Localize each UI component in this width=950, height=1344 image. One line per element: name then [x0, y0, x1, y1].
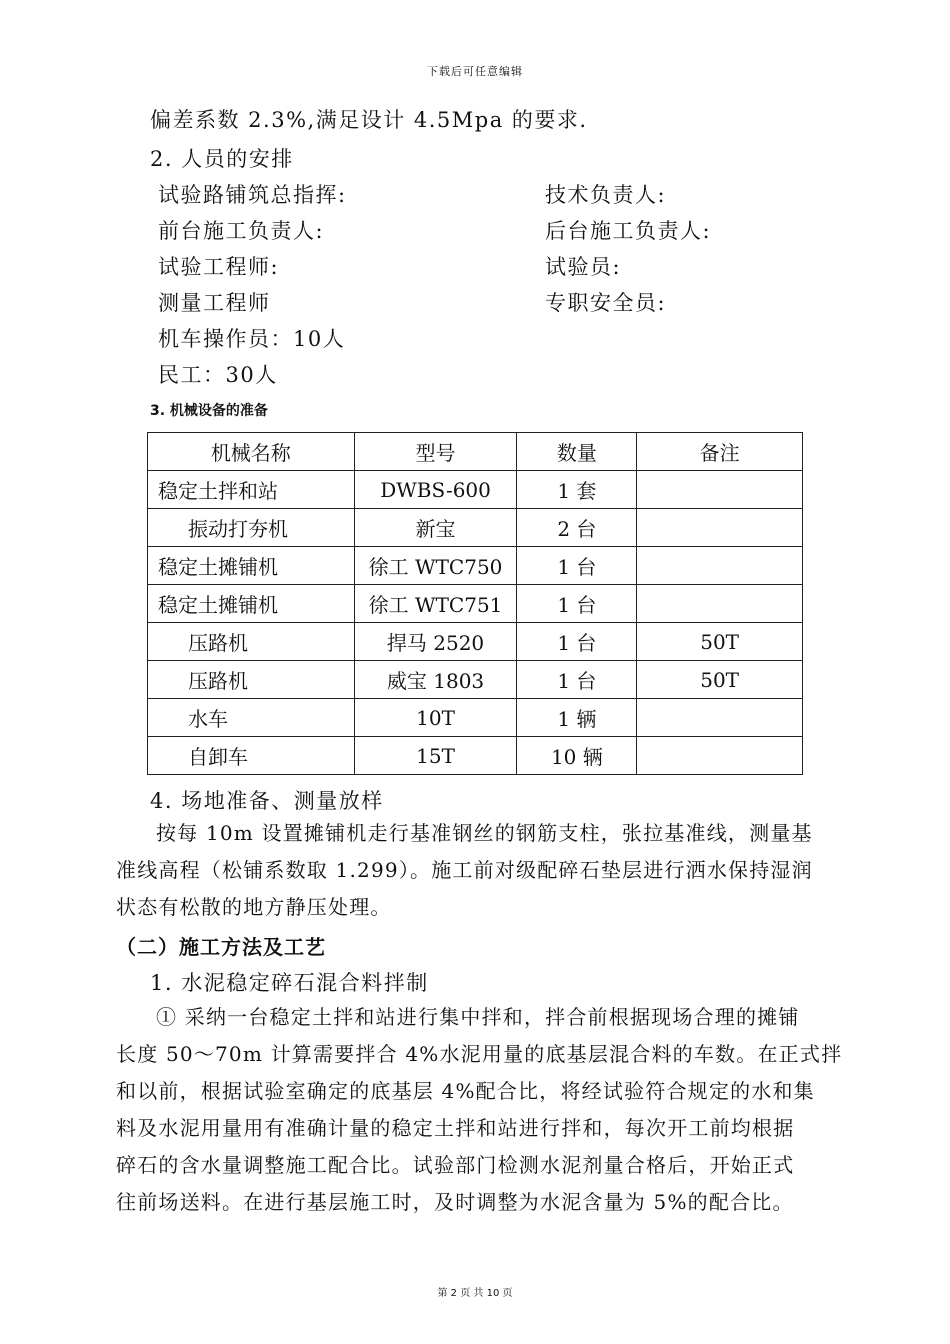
cell-model: 徐工 WTC750 [354, 547, 517, 585]
cell-remark [637, 699, 803, 737]
header-machine-name: 机械名称 [148, 433, 355, 471]
paragraph-line: 状态有松散的地方静压处理。 [116, 895, 392, 919]
paragraph-line: 碎石的含水量调整施工配合比。试验部门检测水泥剂量合格后，开始正式 [116, 1153, 795, 1177]
cell-model: 威宝 1803 [354, 661, 517, 699]
cell-quantity: 10 辆 [517, 737, 637, 775]
method-title: （二）施工方法及工艺 [116, 935, 326, 959]
table-row [148, 509, 803, 547]
personnel-left-3: 测量工程师 [158, 291, 271, 315]
personnel-left-0: 试验路铺筑总指挥: [158, 183, 347, 207]
cell-remark: 50T [637, 661, 803, 699]
page-footer: 第 2 页 共 10 页 [437, 1288, 513, 1299]
personnel-right-0: 技术负责人: [545, 183, 667, 207]
paragraph-line: 和以前，根据试验室确定的底基层 4%配合比，将经试验符合规定的水和集 [116, 1079, 815, 1103]
equipment-table [147, 432, 803, 775]
cell-quantity: 1 台 [517, 623, 637, 661]
cell-remark [637, 585, 803, 623]
cell-machine-name: 压路机 [148, 661, 355, 699]
site-title: 4. 场地准备、测量放样 [150, 789, 384, 813]
table-row [148, 661, 803, 699]
paragraph-line: 料及水泥用量用有准确计量的稳定土拌和站进行拌和，每次开工前均根据 [116, 1116, 795, 1140]
cell-machine-name: 压路机 [148, 623, 355, 661]
cell-machine-name: 水车 [148, 699, 355, 737]
personnel-right-1: 后台施工负责人: [545, 219, 712, 243]
cell-quantity: 1 套 [517, 471, 637, 509]
personnel-left-2: 试验工程师: [158, 255, 280, 279]
cell-model: 徐工 WTC751 [354, 585, 517, 623]
cell-remark [637, 737, 803, 775]
cell-quantity: 1 台 [517, 585, 637, 623]
cell-model: 新宝 [354, 509, 517, 547]
cell-model: 10T [354, 699, 517, 737]
table-row [148, 623, 803, 661]
paragraph-line: ① 采纳一台稳定土拌和站进行集中拌和，拌合前根据现场合理的摊铺 [156, 1005, 800, 1029]
paragraph-line: 长度 50～70m 计算需要拌合 4%水泥用量的底基层混合料的车数。在正式拌 [116, 1042, 843, 1066]
header-remark: 备注 [637, 433, 803, 471]
cell-remark: 50T [637, 623, 803, 661]
table-row [148, 699, 803, 737]
equipment-title: 3. 机械设备的准备 [150, 403, 268, 419]
personnel-right-3: 专职安全员: [545, 291, 667, 315]
cell-model: DWBS-600 [354, 471, 517, 509]
header-model: 型号 [354, 433, 517, 471]
cell-machine-name: 自卸车 [148, 737, 355, 775]
table-header-row [148, 433, 803, 471]
cell-model: 捍马 2520 [354, 623, 517, 661]
page-header: 下载后可任意编辑 [427, 65, 523, 78]
intro-line: 偏差系数 2.3%,满足设计 4.5Mpa 的要求. [150, 108, 588, 132]
cell-machine-name: 稳定土拌和站 [148, 471, 355, 509]
cell-machine-name: 稳定土摊铺机 [148, 547, 355, 585]
personnel-left-5: 民工：30人 [158, 363, 278, 387]
cell-machine-name: 振动打夯机 [148, 509, 355, 547]
table-row [148, 737, 803, 775]
site-paragraph [116, 815, 846, 926]
personnel-left-4: 机车操作员：10人 [158, 327, 346, 351]
table-row [148, 471, 803, 509]
paragraph-line: 按每 10m 设置摊铺机走行基准钢丝的钢筋支柱，张拉基准线，测量基 [156, 821, 813, 845]
table-row [148, 547, 803, 585]
personnel-title: 2. 人员的安排 [150, 147, 294, 171]
personnel-right-2: 试验员: [545, 255, 622, 279]
cell-model: 15T [354, 737, 517, 775]
cell-remark [637, 509, 803, 547]
method-paragraph [116, 999, 846, 1221]
cell-quantity: 1 台 [517, 661, 637, 699]
cell-quantity: 2 台 [517, 509, 637, 547]
table-row [148, 585, 803, 623]
paragraph-line: 准线高程（松铺系数取 1.299）。施工前对级配碎石垫层进行洒水保持湿润 [116, 858, 813, 882]
personnel-left-1: 前台施工负责人: [158, 219, 325, 243]
header-quantity: 数量 [517, 433, 637, 471]
cell-quantity: 1 台 [517, 547, 637, 585]
paragraph-line: 往前场送料。在进行基层施工时，及时调整为水泥含量为 5%的配合比。 [116, 1190, 794, 1214]
method-subtitle: 1. 水泥稳定碎石混合料拌制 [150, 971, 429, 995]
cell-machine-name: 稳定土摊铺机 [148, 585, 355, 623]
cell-remark [637, 547, 803, 585]
cell-remark [637, 471, 803, 509]
cell-quantity: 1 辆 [517, 699, 637, 737]
